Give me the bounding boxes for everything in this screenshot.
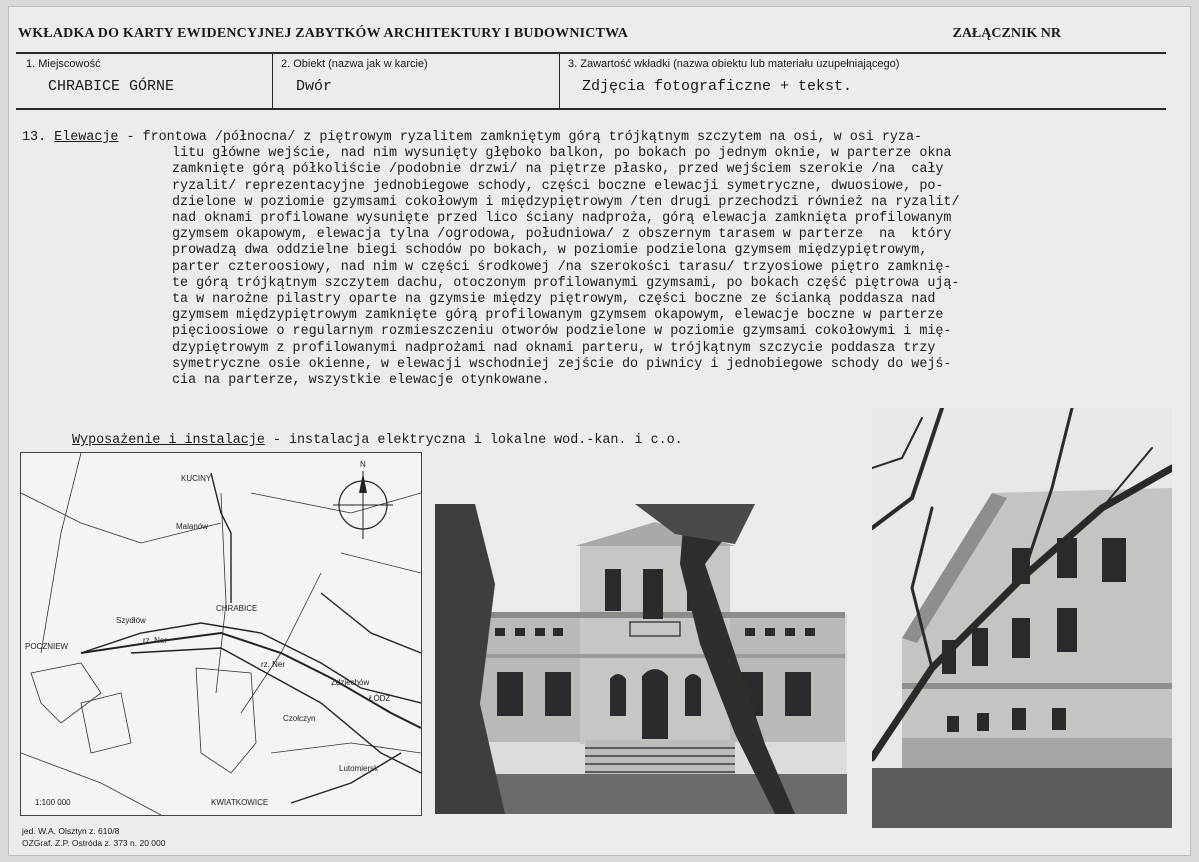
field-divider-2 [559, 53, 560, 109]
footer-line-1: jed. W.A. Olsztyn z. 610/8 [22, 826, 120, 836]
map-river-ner [81, 633, 421, 728]
header-rule [16, 52, 1166, 54]
equipment-line [72, 433, 683, 448]
map-drawing [21, 453, 421, 815]
text-line-4: dzielone w poziomie gzymsami cokołowym i międzypiętrowym /ten drugi przechodzi również na ryzalit/ [172, 194, 960, 210]
map-label-lutomiersk: Lutomiersk [339, 764, 379, 773]
map-label-ner-1: rz. Ner [143, 636, 167, 645]
map-label-chrabice: CHRABICE [216, 604, 258, 613]
field-divider-1 [272, 53, 273, 109]
section-first-line [22, 130, 1182, 146]
text-line-6: gzymsem okapowym, elewacja tylna /ogrodowa, południowa/ z obszernym tarasem w parterze na który [172, 227, 952, 243]
equipment-heading: Wyposażenie i instalacje [72, 433, 265, 448]
text-line-13: dzypiętrowym z profilowanymi nadprożami nad oknami parteru, w trójkątnym szczycie poddasza trzy [172, 340, 936, 356]
map-roads [81, 473, 421, 803]
location-label: 1. Miejscowość [26, 58, 101, 70]
object-label: 2. Obiekt (nazwa jak w karcie) [281, 58, 428, 70]
fields-rule [16, 108, 1166, 110]
object-value: Dwór [296, 78, 333, 95]
text-line-15: cia na parterze, wszystkie elewacje otynkowane. [172, 373, 550, 389]
elevations-section [22, 130, 1182, 389]
footer-line-2: OZGraf. Z.P. Ostróda z. 373 n. 20 000 [22, 838, 166, 848]
front-elevation-drawing [435, 504, 847, 814]
text-line-12: pięcioosiowe o regularnym rozmieszczeniu otworów podzielone w poziomie gzymsami cokołowymi i mię- [172, 324, 952, 340]
photo-front-elevation [435, 504, 847, 814]
text-line-14: symetryczne osie okienne, w elewacji wschodniej zejście do piwnicy i jednobiegowe schody do wejś- [172, 356, 952, 372]
text-line-5: nad oknami profilowane wysunięte przed lico ściany nadproża, górą elewacja zamknięta profilowanym [172, 211, 952, 227]
card-title: WKŁADKA DO KARTY EWIDENCYJNEJ ZABYTKÓW ARCHITEKTURY I BUDOWNICTWA [18, 26, 629, 41]
map-label-zdziechow: Zdziechów [331, 678, 370, 687]
map-label-czolczyn: Czołczyn [283, 714, 316, 723]
map-label-kuciny: KUCINY [181, 474, 212, 483]
content-value: Zdjęcia fotograficzne + tekst. [582, 78, 853, 95]
section-heading: Elewacje [54, 130, 119, 145]
text-line-2: zamknięte górą półkoliście /podobnie drzwi/ na piętrze płasko, przed wejściem szerokie /na cały [172, 162, 944, 178]
map-label-poczniew: POCZNIEW [25, 642, 69, 651]
map-label-kwiatkowice: KWIATKOWICE [211, 798, 269, 807]
text-line-7: prowadzą dwa oddzielne biegi schodów po bokach, w poziomie podzielona gzymsem międzypiętrowym, [172, 243, 928, 259]
content-label: 3. Zawartość wkładki (nazwa obiektu lub materiału uzupełniającego) [568, 58, 900, 70]
map-label-ner-2: rz. Ner [261, 660, 285, 669]
text-line-3: ryzalit/ reprezentacyjne jednobiegowe schody, części boczne elewacji symetryczne, dwuosiowe, po- [172, 178, 944, 194]
map-label-szydlow: Szydłów [116, 616, 146, 625]
text-line-1: litu główne wejście, nad nim wysunięty głęboko balkon, po bokach po jednym oknie, w parterze okna [172, 146, 952, 162]
map-north-label: N [360, 460, 366, 469]
section-continuation [22, 146, 1182, 389]
location-map [20, 452, 422, 816]
map-label-malanow: Malanów [176, 522, 209, 531]
map-compass [333, 471, 393, 539]
text-line-11: gzymsem międzypiętrowym zamknięte górą profilowanym gzymsem okapowym, elewacje boczne w parterze [172, 308, 944, 324]
annex-label: ZAŁĄCZNIK NR [952, 26, 1061, 41]
equipment-text: - instalacja elektryczna i lokalne wod.-kan. i c.o. [264, 433, 683, 448]
text-line-9: te górą trójkątnym szczytem dachu, otoczonym profilowanymi gzymsami, po bokach część piętrowa ują- [172, 275, 960, 291]
location-value: CHRABICE GÓRNE [48, 78, 175, 95]
map-forests [31, 663, 256, 773]
text-line-8: parter czteroosiowy, nad nim w części środkowej /na szerokości tarasu/ trzyosiowe piętro zamknię- [172, 259, 952, 275]
map-label-lodz: ŁÓDŹ [369, 694, 391, 703]
map-scale-label: 1:100 000 [35, 798, 71, 807]
side-elevation-drawing [872, 408, 1172, 828]
photo-side-elevation [872, 408, 1172, 828]
section-number: 13. [22, 130, 47, 145]
text-line-0: - frontowa /północna/ z piętrowym ryzalitem zamkniętym górą trójkątnym szczytem na osi, w osi ryza- [118, 130, 923, 145]
text-line-10: ta w narożne pilastry oparte na gzymsie między piętrowym, części boczne ze ścianką poddasza nad [172, 292, 936, 308]
